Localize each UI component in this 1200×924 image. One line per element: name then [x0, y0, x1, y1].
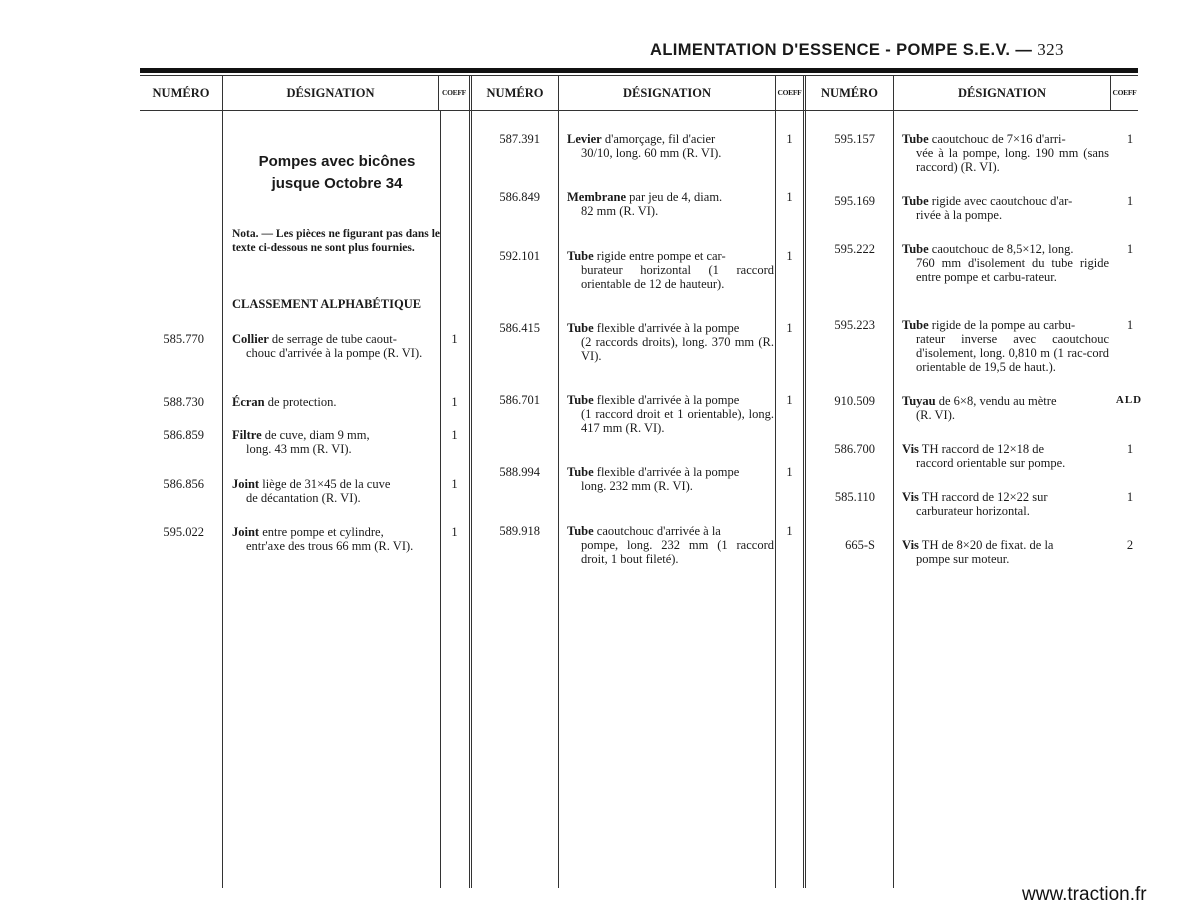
col-header-coeff: COEFF [442, 88, 466, 97]
page-number: 323 [1037, 40, 1064, 59]
column-divider [440, 110, 441, 888]
col-header-coeff: COEFF [777, 88, 802, 97]
part-name: Membrane [567, 190, 627, 204]
part-name: Tube [902, 242, 929, 256]
part-number: 665-S [845, 538, 875, 552]
part-name: Tube [567, 249, 594, 263]
part-quantity: 2 [1126, 538, 1134, 552]
part-description: rateur inverse avec caoutchouc d'isolement, long. 0,810 m (1 rac-cord orientable de 19,5 de haut.). [916, 332, 1109, 374]
part-description: carburateur horizontal. [916, 504, 1030, 518]
column-divider [558, 76, 559, 888]
part-designation [902, 132, 1109, 174]
part-number: 587.391 [499, 132, 540, 146]
part-description: caoutchouc d'arrivée à la [593, 524, 721, 538]
part-name: Joint [232, 477, 260, 491]
part-designation [232, 395, 439, 409]
part-name: Tube [902, 194, 929, 208]
part-designation [902, 394, 1109, 422]
part-description: TH raccord de 12×18 de [918, 442, 1045, 456]
part-name: Vis [902, 538, 919, 552]
col-header-coeff: COEFF [1112, 88, 1137, 97]
part-designation [902, 490, 1109, 518]
part-description: de cuve, diam 9 mm, [261, 428, 370, 442]
part-description: par jeu de 4, diam. [626, 190, 723, 204]
part-quantity: 1 [451, 395, 458, 409]
part-description: vée à la pompe, long. 190 mm (sans raccord) (R. VI). [916, 146, 1109, 174]
part-designation [902, 538, 1109, 566]
part-number: 586.856 [163, 477, 204, 491]
part-quantity: 1 [451, 477, 458, 491]
part-quantity: 1 [451, 525, 458, 539]
part-description: pompe, long. 232 mm (1 raccord droit, 1 bout fileté). [581, 538, 774, 566]
part-number: 595.022 [163, 525, 204, 539]
part-designation [567, 249, 774, 291]
part-description: caoutchouc de 8,5×12, long. [928, 242, 1074, 256]
part-number: 595.222 [834, 242, 875, 256]
part-description: TH de 8×20 de fixat. de la [918, 538, 1054, 552]
part-quantity: 1 [786, 465, 793, 479]
part-description: rigide entre pompe et car- [593, 249, 726, 263]
part-number: 592.101 [499, 249, 540, 263]
part-description: caoutchouc de 7×16 d'arri- [928, 132, 1066, 146]
part-designation [567, 132, 774, 160]
part-designation [567, 393, 774, 435]
part-quantity: 1 [786, 190, 793, 204]
section-title [232, 151, 442, 195]
part-designation [902, 194, 1109, 222]
part-description: TH raccord de 12×22 sur [918, 490, 1048, 504]
part-designation [567, 190, 774, 218]
col-header-designation: DÉSIGNATION [623, 86, 711, 100]
part-designation [567, 465, 774, 493]
part-name: Vis [902, 490, 919, 504]
col-header-numero: NUMÉRO [821, 86, 878, 100]
part-name: Levier [567, 132, 602, 146]
part-number: 595.157 [834, 132, 875, 146]
part-description: long. 232 mm (R. VI). [581, 479, 693, 493]
part-description: rivée à la pompe. [916, 208, 1003, 222]
column-divider [222, 76, 223, 888]
part-description: (R. VI). [916, 408, 956, 422]
section-title-line: jusque Octobre 34 [271, 175, 403, 192]
col-header-numero: NUMÉRO [152, 86, 210, 100]
part-description: chouc d'arrivée à la pompe (R. VI). [246, 346, 423, 360]
part-description: rigide avec caoutchouc d'ar- [928, 194, 1073, 208]
part-name: Filtre [232, 428, 262, 442]
page-title: ALIMENTATION D'ESSENCE - POMPE S.E.V. — [650, 41, 1033, 59]
part-name: Joint [232, 525, 260, 539]
part-designation [902, 442, 1109, 470]
part-description: rigide de la pompe au carbu- [928, 318, 1076, 332]
part-description: de serrage de tube caout- [268, 332, 397, 346]
part-designation [567, 321, 774, 363]
part-name: Tube [902, 318, 929, 332]
part-description: pompe sur moteur. [916, 552, 1010, 566]
col-header-numero: NUMÉRO [486, 86, 544, 100]
part-number: 586.849 [499, 190, 540, 204]
col-header-designation: DÉSIGNATION [286, 86, 375, 100]
part-description: entre pompe et cylindre, [259, 525, 384, 539]
part-description: 30/10, long. 60 mm (R. VI). [581, 146, 722, 160]
part-quantity: ALD [1115, 394, 1143, 406]
part-number: 586.700 [834, 442, 875, 456]
part-description: 760 mm d'isolement du tube rigide entre pompe et carbu-rateur. [916, 256, 1109, 284]
header-rule-thick [140, 68, 1138, 73]
part-quantity: 1 [1126, 490, 1134, 504]
part-designation [902, 318, 1109, 374]
part-number: 585.770 [163, 332, 204, 346]
part-description: de décantation (R. VI). [246, 491, 361, 505]
part-description: (1 raccord droit et 1 orientable), long. 417 mm (R. VI). [581, 407, 774, 435]
column-divider [893, 76, 894, 888]
part-name: Tube [567, 393, 594, 407]
part-name: Vis [902, 442, 919, 456]
part-designation [232, 332, 439, 360]
page-header [650, 40, 1125, 66]
part-designation [232, 525, 439, 553]
part-quantity: 1 [1126, 318, 1134, 332]
watermark: www.traction.fr [1022, 884, 1147, 905]
part-description: d'amorçage, fil d'acier [601, 132, 716, 146]
part-number: 588.730 [163, 395, 204, 409]
part-name: Tube [567, 465, 594, 479]
classement-heading: CLASSEMENT ALPHABÉTIQUE [232, 297, 422, 311]
section-title-line: Pompes avec bicônes [258, 153, 416, 170]
part-name: Tube [567, 321, 594, 335]
part-description: 82 mm (R. VI). [581, 204, 659, 218]
part-name: Tube [902, 132, 929, 146]
part-designation [232, 477, 439, 505]
part-description: long. 43 mm (R. VI). [246, 442, 352, 456]
part-quantity: 1 [1126, 442, 1134, 456]
part-quantity: 1 [786, 321, 793, 335]
part-quantity: 1 [1126, 194, 1134, 208]
part-description: de protection. [264, 395, 337, 409]
column-header-rule [140, 110, 1138, 111]
part-name: Tuyau [902, 394, 936, 408]
col-header-designation: DÉSIGNATION [958, 86, 1046, 100]
part-quantity: 1 [451, 332, 458, 346]
part-quantity: 1 [786, 393, 793, 407]
part-number: 588.994 [499, 465, 540, 479]
part-name: Écran [232, 395, 265, 409]
part-number: 585.110 [834, 490, 875, 504]
part-name: Collier [232, 332, 269, 346]
part-description: (2 raccords droits), long. 370 mm (R. VI). [581, 335, 774, 363]
part-quantity: 1 [1126, 242, 1134, 256]
part-designation [232, 428, 439, 456]
part-number: 595.169 [834, 194, 875, 208]
part-description: entr'axe des trous 66 mm (R. VI). [246, 539, 414, 553]
header-rule-thin [140, 75, 1138, 76]
part-number: 589.918 [499, 524, 540, 538]
part-description: de 6×8, vendu au mètre [935, 394, 1057, 408]
part-number: 586.701 [499, 393, 540, 407]
part-number: 586.859 [163, 428, 204, 442]
part-description: flexible d'arrivée à la pompe [593, 321, 740, 335]
part-description: liège de 31×45 de la cuve [259, 477, 391, 491]
part-number: 595.223 [834, 318, 875, 332]
part-description: raccord orientable sur pompe. [916, 456, 1066, 470]
part-quantity: 1 [451, 428, 458, 442]
part-name: Tube [567, 524, 594, 538]
part-designation [567, 524, 774, 566]
part-number: 586.415 [499, 321, 540, 335]
part-number: 910.509 [834, 394, 875, 408]
section-note: Nota. — Les pièces ne figurant pas dans le texte ci-dessous ne sont plus fournies. [232, 228, 440, 254]
part-quantity: 1 [786, 132, 793, 146]
part-description: burateur horizontal (1 raccord orientable de 12 de hauteur). [581, 263, 774, 291]
part-designation [902, 242, 1109, 284]
part-description: flexible d'arrivée à la pompe [593, 465, 740, 479]
part-quantity: 1 [1126, 132, 1134, 146]
part-description: flexible d'arrivée à la pompe [593, 393, 740, 407]
part-quantity: 1 [786, 524, 793, 538]
part-quantity: 1 [786, 249, 793, 263]
